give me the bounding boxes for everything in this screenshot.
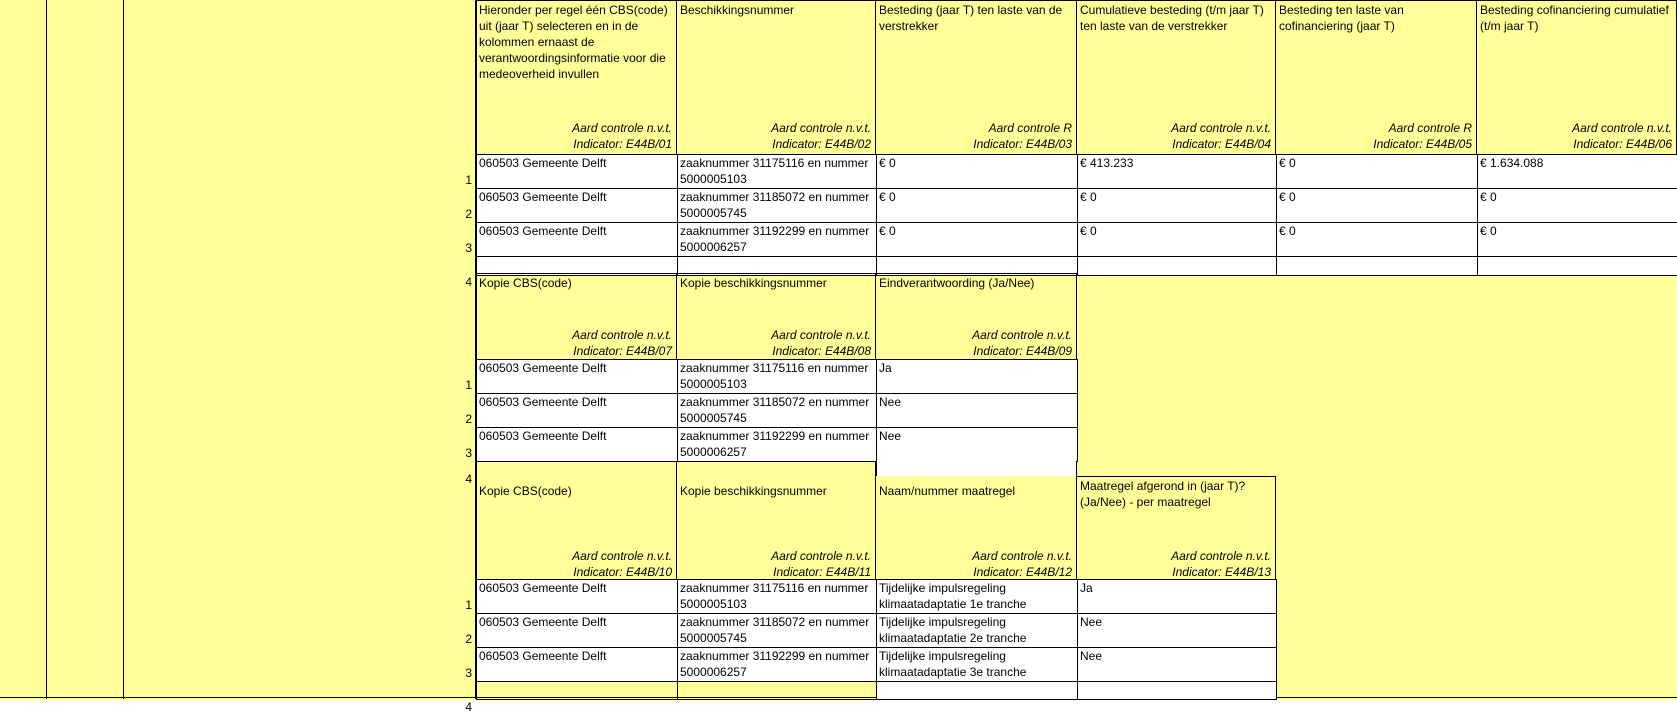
data-cell[interactable]: 060503 Gemeente Delft: [476, 188, 678, 223]
row-number: 2: [465, 412, 472, 426]
column-header-title: Cumulatieve besteding (t/m jaar T) ten laste van de verstrekker: [1080, 3, 1264, 33]
aard-controle-label: Aard controle n.v.t.: [771, 549, 871, 563]
aard-controle-label: Aard controle R: [988, 121, 1072, 135]
row-number: 1: [465, 378, 472, 392]
data-cell[interactable]: Tijdelijke impulsregeling klimaatadaptatie 1e tranche: [876, 579, 1078, 614]
data-cell[interactable]: € 0: [1077, 188, 1277, 223]
data-cell[interactable]: € 0: [1276, 188, 1478, 223]
data-cell: 060503 Gemeente Delft: [476, 427, 678, 462]
data-cell[interactable]: Ja: [1077, 579, 1277, 614]
indicator-label: Indicator: E44B/11: [773, 565, 871, 579]
column-header-title: Besteding cofinanciering cumulatief (t/m jaar T): [1480, 3, 1669, 33]
indicator-label: Indicator: E44B/02: [772, 137, 871, 151]
aard-controle-label: Aard controle n.v.t.: [572, 549, 672, 563]
indicator-label: Indicator: E44B/09: [973, 344, 1072, 358]
indicator-label: Indicator: E44B/05: [1373, 137, 1472, 151]
row-number: 4: [465, 472, 472, 486]
column-header-title: Eindverantwoording (Ja/Nee): [879, 276, 1035, 290]
row-number: 4: [465, 275, 472, 289]
data-cell[interactable]: € 0: [1276, 222, 1478, 257]
data-cell: 060503 Gemeente Delft: [476, 647, 678, 682]
data-cell[interactable]: € 0: [876, 222, 1078, 257]
block2-row4-cell[interactable]: [876, 461, 1077, 476]
aard-controle-label: Aard controle n.v.t.: [572, 121, 672, 135]
indicator-label: Indicator: E44B/13: [1172, 565, 1271, 579]
data-cell[interactable]: € 0: [876, 188, 1078, 223]
indicator-label: Indicator: E44B/01: [573, 137, 672, 151]
row-number: 2: [465, 632, 472, 646]
data-cell[interactable]: zaaknummer 31192299 en nummer 5000006257: [677, 222, 877, 257]
column-header-title: Hieronder per regel één CBS(code) uit (jaar T) selecteren en in de kolommen ernaast de verantwoordingsinformatie voor die medeoverheid invullen: [479, 3, 668, 81]
column-separator: [123, 0, 124, 699]
data-cell[interactable]: Nee: [876, 427, 1078, 462]
indicator-label: Indicator: E44B/06: [1573, 137, 1672, 151]
aard-controle-label: Aard controle n.v.t.: [1572, 121, 1672, 135]
data-cell[interactable]: Nee: [1077, 647, 1277, 682]
data-cell: zaaknummer 31185072 en nummer 5000005745: [677, 393, 877, 428]
aard-controle-label: Aard controle n.v.t.: [1171, 121, 1271, 135]
column-header-title: Kopie CBS(code): [479, 276, 572, 290]
data-cell: zaaknummer 31185072 en nummer 5000005745: [677, 613, 877, 648]
data-cell[interactable]: € 0: [1477, 188, 1677, 223]
data-cell: [677, 681, 877, 700]
column-header-title: Besteding ten laste van cofinanciering (jaar T): [1279, 3, 1404, 33]
data-cell: 060503 Gemeente Delft: [476, 359, 678, 394]
data-cell[interactable]: zaaknummer 31175116 en nummer 5000005103: [677, 154, 877, 189]
data-cell[interactable]: [1077, 256, 1277, 276]
data-cell: 060503 Gemeente Delft: [476, 393, 678, 428]
row-number: 3: [465, 666, 472, 680]
data-cell[interactable]: [876, 681, 1078, 700]
data-cell[interactable]: € 0: [1276, 154, 1478, 189]
aard-controle-label: Aard controle n.v.t.: [1171, 549, 1271, 563]
row-number: 1: [465, 598, 472, 612]
indicator-label: Indicator: E44B/10: [573, 565, 672, 579]
aard-controle-label: Aard controle n.v.t.: [972, 328, 1072, 342]
row-number: 4: [465, 700, 472, 714]
data-cell[interactable]: Nee: [1077, 613, 1277, 648]
data-cell: 060503 Gemeente Delft: [476, 613, 678, 648]
indicator-label: Indicator: E44B/03: [973, 137, 1072, 151]
column-separator: [46, 0, 47, 699]
indicator-label: Indicator: E44B/08: [772, 344, 871, 358]
column-header-title: Maatregel afgerond in (jaar T)? (Ja/Nee) - per maatregel: [1080, 479, 1246, 509]
row-number: 3: [465, 446, 472, 460]
aard-controle-label: Aard controle R: [1388, 121, 1472, 135]
data-cell[interactable]: 060503 Gemeente Delft: [476, 222, 678, 257]
data-cell[interactable]: € 0: [876, 154, 1078, 189]
column-header-title: Beschikkingsnummer: [680, 3, 795, 17]
data-cell[interactable]: Tijdelijke impulsregeling klimaatadaptatie 3e tranche: [876, 647, 1078, 682]
indicator-label: Indicator: E44B/12: [973, 565, 1072, 579]
data-cell[interactable]: Ja: [876, 359, 1078, 394]
data-cell[interactable]: Nee: [876, 393, 1078, 428]
data-cell[interactable]: € 0: [1477, 222, 1677, 257]
indicator-label: Indicator: E44B/07: [573, 344, 672, 358]
aard-controle-label: Aard controle n.v.t.: [771, 328, 871, 342]
data-cell[interactable]: zaaknummer 31185072 en nummer 5000005745: [677, 188, 877, 223]
column-header-title: Kopie beschikkingsnummer: [680, 276, 827, 290]
data-cell[interactable]: Tijdelijke impulsregeling klimaatadaptatie 2e tranche: [876, 613, 1078, 648]
data-cell[interactable]: [1477, 256, 1677, 276]
data-cell: [476, 681, 678, 700]
indicator-label: Indicator: E44B/04: [1172, 137, 1271, 151]
row-number: 2: [465, 207, 472, 221]
column-header-title: Kopie CBS(code): [479, 484, 572, 498]
data-cell: zaaknummer 31175116 en nummer 5000005103: [677, 359, 877, 394]
data-cell[interactable]: [1077, 681, 1277, 700]
data-cell[interactable]: 060503 Gemeente Delft: [476, 154, 678, 189]
data-cell: zaaknummer 31192299 en nummer 5000006257: [677, 427, 877, 462]
data-cell[interactable]: [1276, 256, 1478, 276]
left-panel-background: [0, 0, 476, 699]
data-cell: zaaknummer 31175116 en nummer 5000005103: [677, 579, 877, 614]
column-header-title: Kopie beschikkingsnummer: [680, 484, 827, 498]
column-header-title: Naam/nummer maatregel: [879, 484, 1016, 498]
aard-controle-label: Aard controle n.v.t.: [771, 121, 871, 135]
data-cell: zaaknummer 31192299 en nummer 5000006257: [677, 647, 877, 682]
data-cell: 060503 Gemeente Delft: [476, 579, 678, 614]
row-number: 1: [465, 173, 472, 187]
aard-controle-label: Aard controle n.v.t.: [972, 549, 1072, 563]
row-number: 3: [465, 241, 472, 255]
data-cell[interactable]: € 413.233: [1077, 154, 1277, 189]
data-cell[interactable]: € 0: [1077, 222, 1277, 257]
column-header-title: Besteding (jaar T) ten laste van de verstrekker: [879, 3, 1063, 33]
data-cell[interactable]: € 1.634.088: [1477, 154, 1677, 189]
aard-controle-label: Aard controle n.v.t.: [572, 328, 672, 342]
